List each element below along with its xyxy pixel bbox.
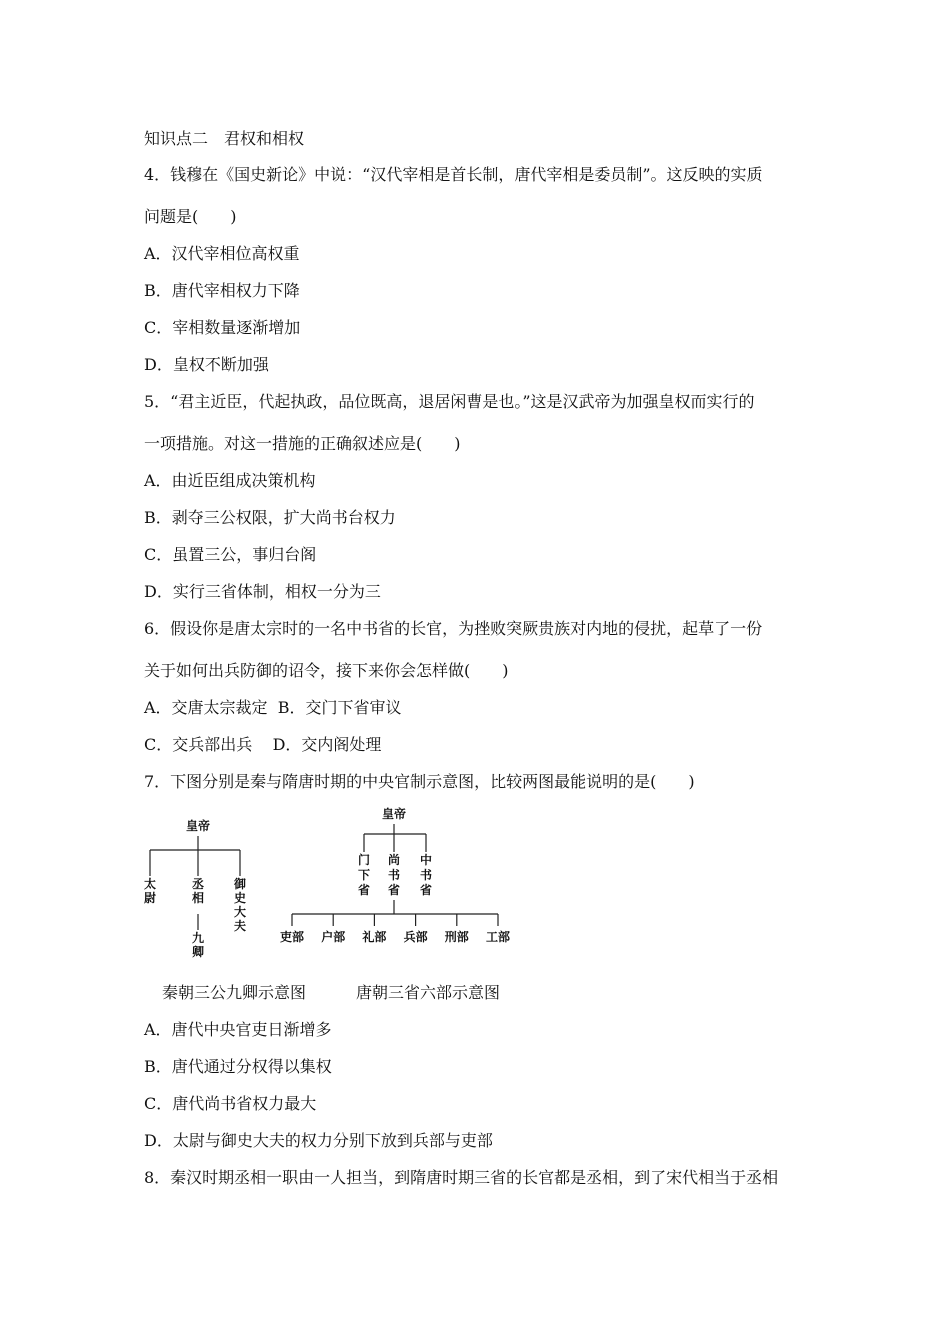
ministry-label: 吏部 — [279, 930, 305, 944]
vertical-label: 门下省 — [357, 853, 371, 897]
question-4-stem-line1: 4．钱穆在《国史新论》中说：“汉代宰相是首长制，唐代宰相是委员制”。这反映的实质 — [144, 165, 763, 184]
vertical-label: 太尉 — [143, 877, 157, 905]
qin-official-diagram — [140, 812, 260, 962]
tang-province-zhongshu — [420, 852, 432, 897]
tang-province-shangshu — [388, 852, 400, 897]
vertical-label: 尚书省 — [387, 853, 401, 897]
question-7-option-a: A．唐代中央官吏日渐增多 — [144, 1020, 332, 1039]
question-4-option-b: B．唐代宰相权力下降 — [144, 281, 300, 300]
tang-emperor-label: 皇帝 — [381, 807, 407, 821]
qin-node-jiuqing — [192, 930, 204, 959]
qin-node-yushidafu — [234, 876, 246, 933]
question-7-option-c: C．唐代尚书省权力最大 — [144, 1094, 317, 1113]
qin-emperor-label: 皇帝 — [185, 819, 211, 833]
ministry-label: 工部 — [485, 930, 511, 944]
question-4-option-c: C．宰相数量逐渐增加 — [144, 318, 301, 337]
tang-ministry-lines — [292, 914, 498, 926]
vertical-label: 丞相 — [191, 877, 205, 905]
ministry-label: 礼部 — [362, 930, 387, 944]
question-5-option-b: B．剥夺三公权限，扩大尚书台权力 — [144, 508, 396, 527]
ministry-label: 兵部 — [403, 930, 428, 944]
question-5-option-c: C．虽置三公，事归台阁 — [144, 545, 317, 564]
question-4-option-a: A．汉代宰相位高权重 — [144, 244, 300, 263]
question-6-options-row2: C．交兵部出兵 D．交内阁处理 — [144, 735, 382, 754]
tang-ministry-labels — [280, 929, 510, 944]
question-5-stem-line1: 5．“君主近臣，代起执政，品位既高，退居闲曹是也。”这是汉武帝为加强皇权而实行的 — [144, 392, 755, 411]
qin-node-taiwei — [144, 876, 156, 905]
question-7-option-d: D．太尉与御史大夫的权力分别下放到兵部与吏部 — [144, 1131, 493, 1150]
question-6-stem-line2: 关于如何出兵防御的诏令，接下来你会怎样做( ) — [144, 661, 509, 680]
question-6-stem-line1: 6．假设你是唐太宗时的一名中书省的长官，为挫败突厥贵族对内地的侵扰，起草了一份 — [144, 619, 763, 638]
section-title: 知识点二 君权和相权 — [144, 129, 305, 148]
tang-diagram-caption: 唐朝三省六部示意图 — [356, 983, 501, 1002]
question-8-stem: 8．秦汉时期丞相一职由一人担当，到隋唐时期三省的长官都是丞相，到了宋代相当于丞相 — [144, 1168, 779, 1187]
ministry-label: 刑部 — [444, 930, 469, 944]
question-6-options-row1: A．交唐太宗裁定 B．交门下省审议 — [144, 698, 402, 717]
tang-official-diagram — [272, 800, 522, 950]
question-7-stem: 7．下图分别是秦与隋唐时期的中央官制示意图，比较两图最能说明的是( ) — [144, 772, 695, 791]
qin-diagram-caption: 秦朝三公九卿示意图 — [162, 983, 307, 1002]
vertical-label: 御史大夫 — [233, 877, 247, 933]
question-5-option-a: A．由近臣组成决策机构 — [144, 471, 316, 490]
vertical-label: 九卿 — [191, 931, 205, 959]
question-7-option-b: B．唐代通过分权得以集权 — [144, 1057, 332, 1076]
question-4-stem-line2: 问题是( ) — [144, 207, 237, 226]
question-5-option-d: D．实行三省体制，相权一分为三 — [144, 582, 381, 601]
qin-node-chengxiang — [192, 877, 204, 905]
tang-province-menxia — [358, 852, 370, 897]
question-4-option-d: D．皇权不断加强 — [144, 355, 269, 374]
ministry-label: 户部 — [321, 930, 346, 944]
vertical-label: 中书省 — [419, 853, 433, 897]
question-5-stem-line2: 一项措施。对这一措施的正确叙述应是( ) — [144, 434, 461, 453]
